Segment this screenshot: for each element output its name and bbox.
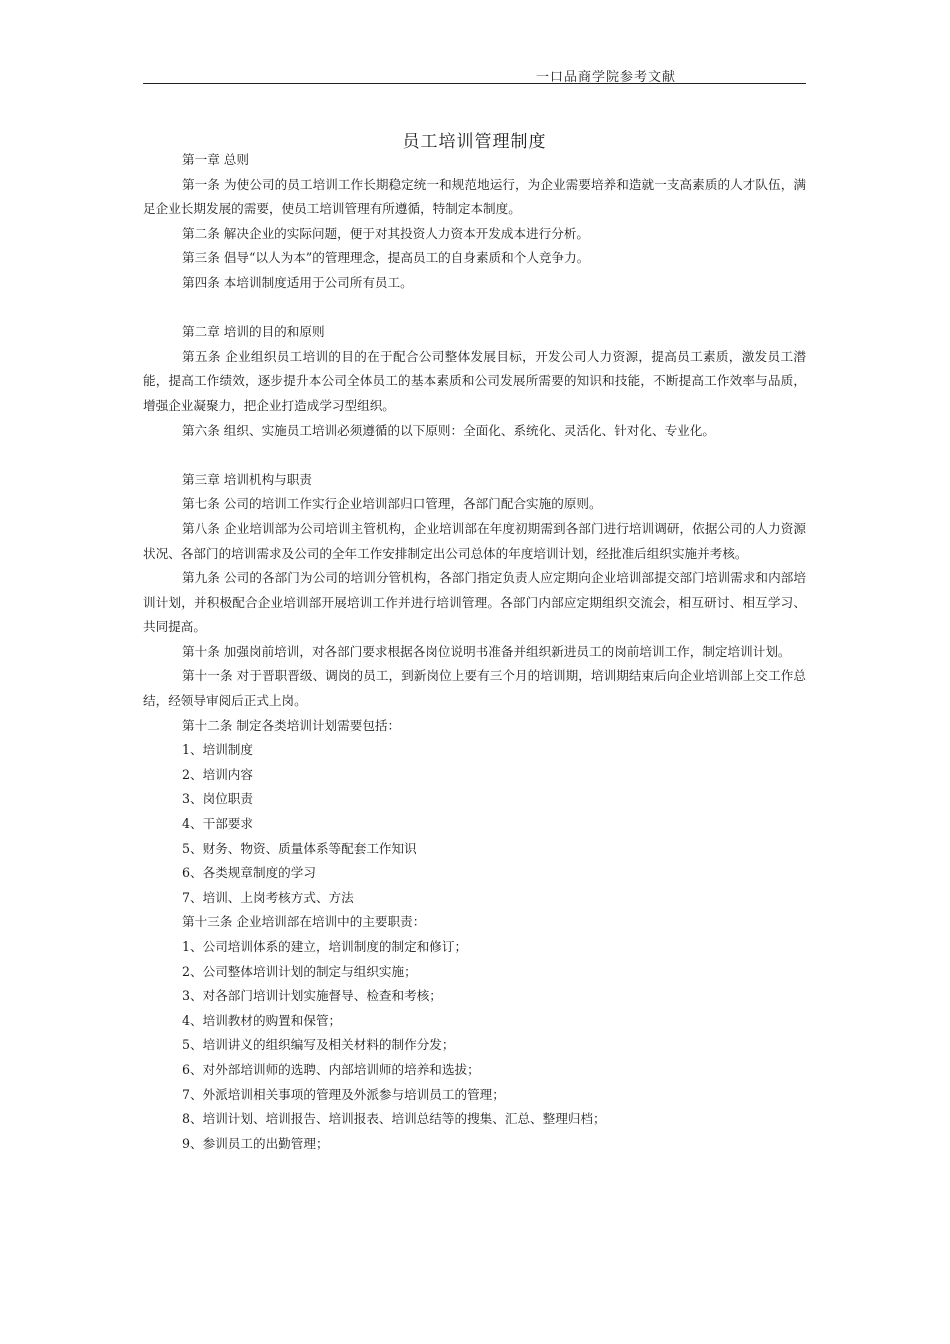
chapter-3-heading: 第三章 培训机构与职责 — [182, 471, 312, 487]
list-item: 6、对外部培训师的选聘、内部培训师的培养和选拔； — [182, 1061, 480, 1077]
article-10: 第十条 加强岗前培训，对各部门要求根据各岗位说明书准备并组织新进员工的岗前培训工作，制定培训计划。 — [182, 643, 791, 659]
section-gap — [143, 296, 806, 321]
article-13: 第十三条 企业培训部在培训中的主要职责： — [182, 914, 426, 930]
article-12: 第十二条 制定各类培训计划需要包括： — [182, 717, 401, 733]
article-2: 第二条 解决企业的实际问题，便于对其投资人力资本开发成本进行分析。 — [182, 225, 590, 241]
section-gap — [143, 443, 806, 468]
list-item: 5、培训讲义的组织编写及相关材料的制作分发； — [182, 1037, 455, 1053]
article-7: 第七条 公司的培训工作实行企业培训部归口管理，各部门配合实施的原则。 — [182, 496, 602, 512]
list-item: 9、参训员工的出勤管理； — [182, 1135, 329, 1151]
article-9: 第九条 公司的各部门为公司的培训分管机构，各部门指定负责人应定期向企业培训部提交部门培训需求和内部培训计划，并积极配合企业培训部开展培训工作并进行培训管理。各部门内部应定期组织交流会，相互研讨、相互学习、共同提高。 — [143, 570, 806, 635]
article-5: 第五条 企业组织员工培训的目的在于配合公司整体发展目标，开发公司人力资源，提高员工素质，激发员工潜能，提高工作绩效，逐步提升本公司全体员工的基本素质和公司发展所需要的知识和技能，不断提高工作效率与品质，增强企业凝聚力，把企业打造成学习型组织。 — [143, 348, 806, 413]
list-item: 8、培训计划、培训报告、培训报表、培训总结等的搜集、汇总、整理归档； — [182, 1111, 606, 1127]
article-3: 第三条 倡导“以人为本”的管理理念，提高员工的自身素质和个人竞争力。 — [182, 250, 590, 266]
list-item: 2、公司整体培训计划的制定与组织实施； — [182, 963, 417, 979]
list-item: 4、培训教材的购置和保管； — [182, 1012, 342, 1028]
chapter-1-heading: 第一章 总则 — [182, 152, 249, 167]
list-item: 4、干部要求 — [182, 816, 253, 832]
article-1: 第一条 为使公司的员工培训工作长期稳定统一和规范地运行，为企业需要培养和造就一支高素质的人才队伍，满足企业长期发展的需要，使员工培训管理有所遵循，特制定本制度。 — [143, 176, 806, 217]
list-item: 5、财务、物资、质量体系等配套工作知识 — [182, 840, 417, 856]
list-item: 2、培训内容 — [182, 766, 253, 782]
document-title: 员工培训管理制度 — [402, 132, 547, 152]
list-item: 3、岗位职责 — [182, 791, 253, 807]
document-body — [143, 148, 806, 1156]
article-11: 第十一条 对于晋职晋级、调岗的员工，到新岗位上要有三个月的培训期，培训期结束后向企业培训部上交工作总结，经领导审阅后正式上岗。 — [143, 668, 806, 709]
page-header-text: 一口品商学院参考文献 — [536, 70, 677, 85]
header-divider — [143, 83, 806, 84]
list-item: 1、公司培训体系的建立，培训制度的制定和修订； — [182, 939, 468, 954]
article-4: 第四条 本培训制度适用于公司所有员工。 — [182, 274, 413, 290]
article-8: 第八条 企业培训部为公司培训主管机构，企业培训部在年度初期需到各部门进行培训调研，依据公司的人力资源状况、各部门的培训需求及公司的全年工作安排制定出公司总体的年度培训计划，经批准后组织实施并考核。 — [143, 520, 806, 561]
chapter-2-heading: 第二章 培训的目的和原则 — [182, 324, 325, 340]
list-item: 1、培训制度 — [182, 742, 253, 758]
list-item: 6、各类规章制度的学习 — [182, 865, 316, 881]
list-item: 7、培训、上岗考核方式、方法 — [182, 889, 354, 905]
article-6: 第六条 组织、实施员工培训必须遵循的以下原则：全面化、系统化、灵活化、针对化、专业化。 — [182, 422, 715, 438]
list-item: 3、对各部门培训计划实施督导、检查和考核； — [182, 988, 442, 1004]
list-item: 7、外派培训相关事项的管理及外派参与培训员工的管理； — [182, 1086, 505, 1102]
